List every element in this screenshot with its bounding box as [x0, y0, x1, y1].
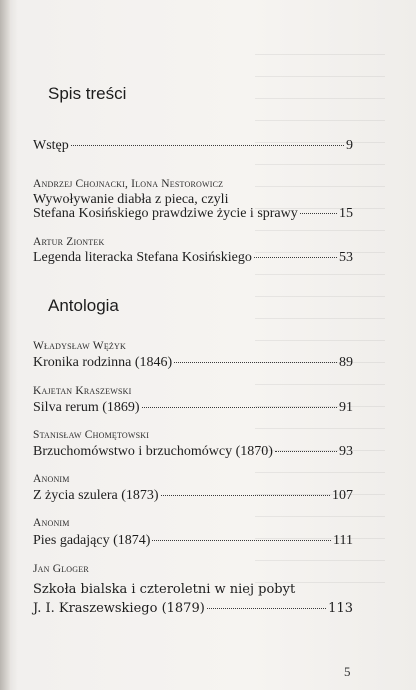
dot-leader: [275, 451, 337, 452]
toc-page-number: 89: [339, 355, 353, 370]
toc-page-number: 15: [339, 206, 353, 221]
toc-entry-author: Jan Gloger: [33, 563, 89, 575]
toc-entry-title: Brzuchomówstwo i brzuchomówcy (1870): [33, 444, 273, 459]
dot-leader: [300, 213, 337, 214]
toc-page-number: 107: [332, 488, 353, 503]
toc-entry-silva-rerum[interactable]: [33, 400, 353, 420]
page-number-folio: 5: [344, 664, 351, 679]
dot-leader: [254, 257, 337, 258]
toc-entry-family-chronicle[interactable]: [33, 355, 353, 375]
contents-heading: Spis treści: [48, 84, 127, 103]
toc-entry-author: Andrzej Chojnacki, Ilona Nestorowicz: [33, 178, 224, 190]
toc-entry-title: Pies gadający (1874): [33, 533, 151, 548]
toc-entry-author: Anonim: [33, 473, 70, 485]
dot-leader: [152, 540, 331, 541]
dot-leader: [71, 145, 344, 146]
toc-entry-title: Silva rerum (1869): [33, 400, 140, 415]
toc-entry-author: Artur Ziontek: [33, 236, 105, 248]
toc-entry-talking-dog[interactable]: [33, 533, 353, 553]
dot-leader: [174, 362, 337, 363]
toc-entry-title: Kronika rodzinna (1846): [33, 355, 173, 370]
toc-page-number: 91: [339, 400, 353, 415]
dot-leader: [142, 407, 337, 408]
toc-page-number: 9: [346, 138, 353, 153]
toc-entry-title: Wstęp: [33, 138, 69, 153]
toc-page-number: 53: [339, 250, 353, 265]
toc-entry-title: Z życia szulera (1873): [33, 488, 159, 503]
dot-leader: [161, 495, 330, 496]
toc-page-number: 111: [333, 533, 353, 548]
toc-entry-author: Stanisław Chomętowski: [33, 429, 150, 441]
toc-entry-title-line: Szkoła bialska i czteroletni w niej pobyt: [33, 582, 296, 597]
toc-entry-kosinski-life[interactable]: [33, 206, 353, 226]
toc-entry-title-line: Wywoływanie diabła z pieca, czyli: [33, 192, 229, 207]
toc-entry-title: Legenda literacka Stefana Kosińskiego: [33, 250, 252, 265]
toc-entry-ventriloquism[interactable]: [33, 444, 353, 464]
toc-page-number: 113: [328, 601, 353, 616]
toc-entry-intro[interactable]: [33, 138, 353, 158]
toc-page-number: 93: [339, 444, 353, 459]
toc-entry-title: Stefana Kosińskiego prawdziwe życie i sprawy: [33, 206, 298, 221]
toc-entry-literary-legend[interactable]: [33, 250, 353, 270]
toc-entry-author: Anonim: [33, 517, 70, 529]
dot-leader: [207, 608, 326, 609]
toc-entry-gambler[interactable]: [33, 488, 353, 508]
toc-entry-title: J. I. Kraszewskiego (1879): [33, 601, 205, 616]
page-gutter-shadow: [0, 0, 10, 690]
show-through-text: [255, 40, 385, 600]
anthology-heading: Antologia: [48, 296, 119, 315]
toc-entry-author: Kajetan Kraszewski: [33, 385, 132, 397]
toc-entry-author: Władysław Wężyk: [33, 340, 126, 352]
toc-entry-biala-school[interactable]: [33, 601, 353, 621]
